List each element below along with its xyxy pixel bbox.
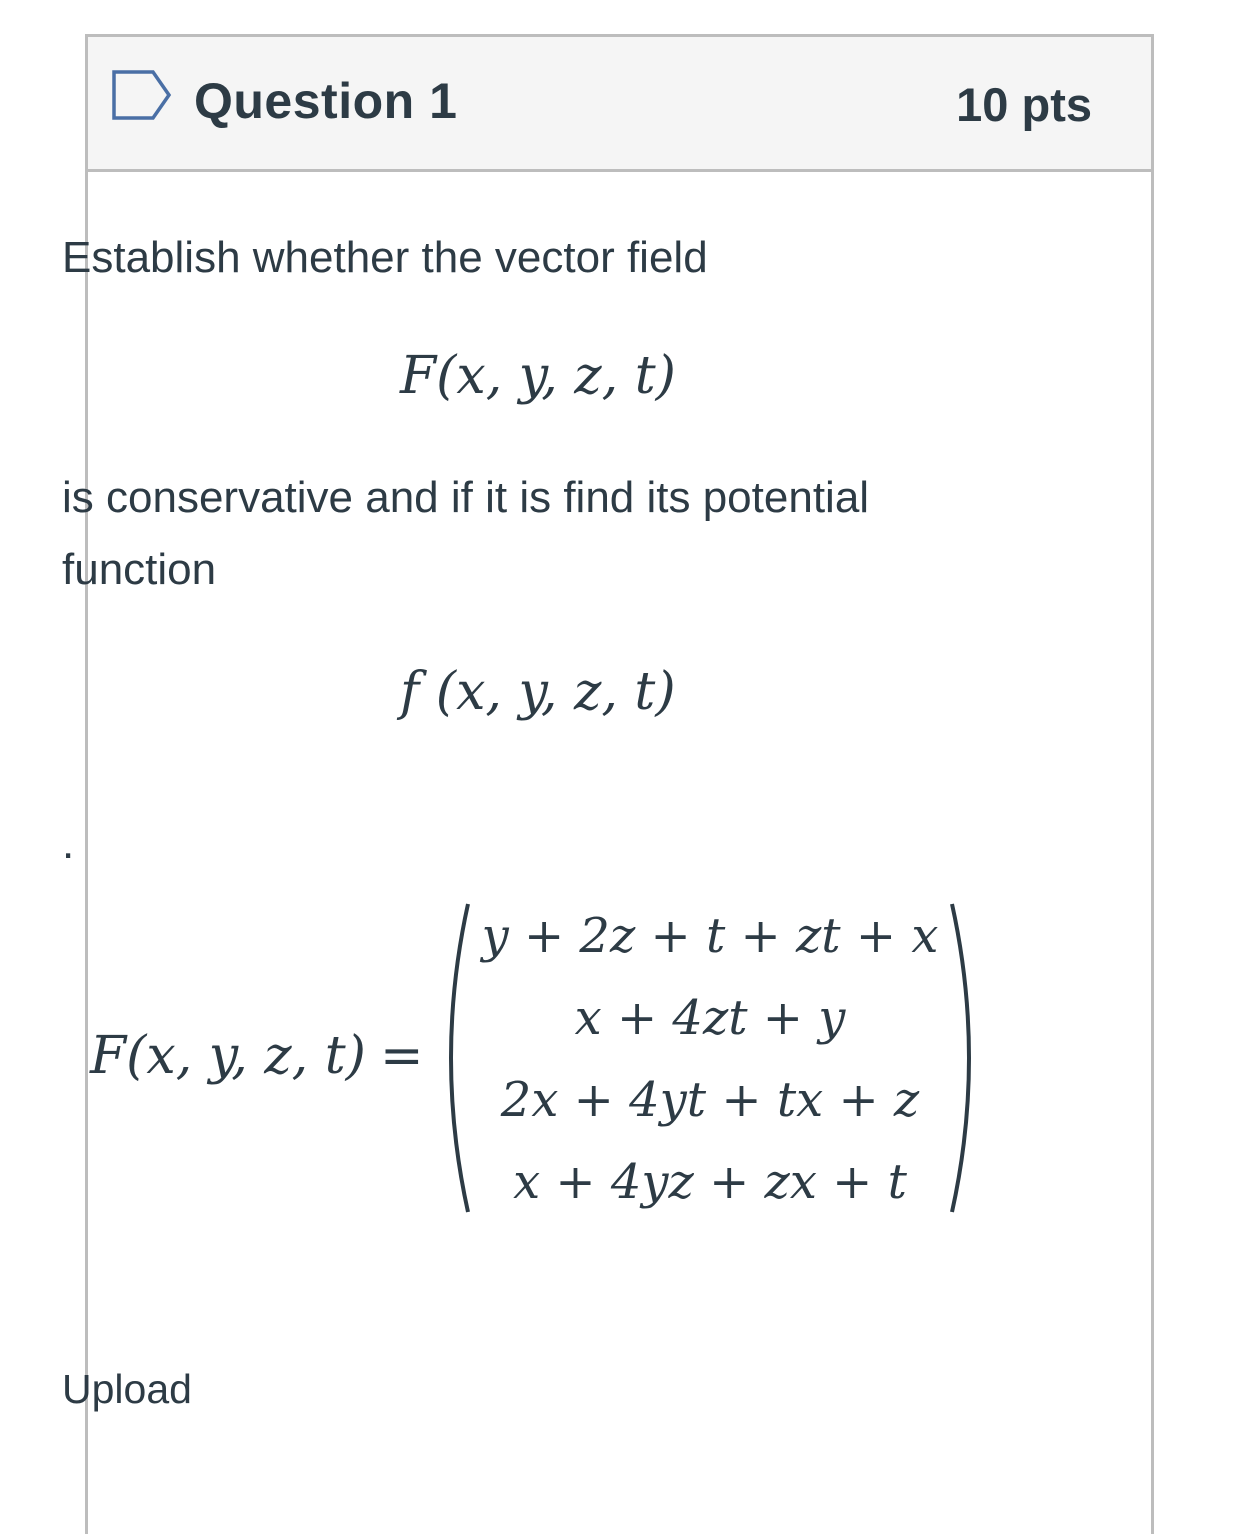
flag-icon[interactable] bbox=[111, 69, 173, 121]
vector-field-expression: F(x, y, z, t) bbox=[400, 346, 676, 406]
vector-component-2: x + 4zt + y bbox=[574, 990, 846, 1046]
upload-link[interactable]: Upload bbox=[62, 1366, 192, 1412]
vector-component-4: x + 4yz + zx + t bbox=[513, 1154, 907, 1210]
separator-dot: . bbox=[62, 819, 75, 868]
left-paren bbox=[451, 904, 468, 1212]
vector-component-3: 2x + 4yt + tx + z bbox=[500, 1072, 920, 1128]
vector-component-1: y + 2z + t + zt + x bbox=[481, 908, 939, 964]
right-paren bbox=[952, 904, 969, 1212]
equation-lhs: F(x, y, z, t) bbox=[90, 1026, 366, 1086]
question-middle-text: is conservative and if it is find its potential function bbox=[62, 473, 870, 594]
question-title: Question 1 bbox=[194, 73, 458, 129]
question-points: 10 pts bbox=[956, 78, 1092, 131]
equals-sign: = bbox=[380, 1026, 424, 1086]
question-header bbox=[88, 37, 1151, 172]
potential-function-expression: f (x, y, z, t) bbox=[400, 662, 676, 722]
question-intro-text: Establish whether the vector field bbox=[62, 233, 708, 282]
